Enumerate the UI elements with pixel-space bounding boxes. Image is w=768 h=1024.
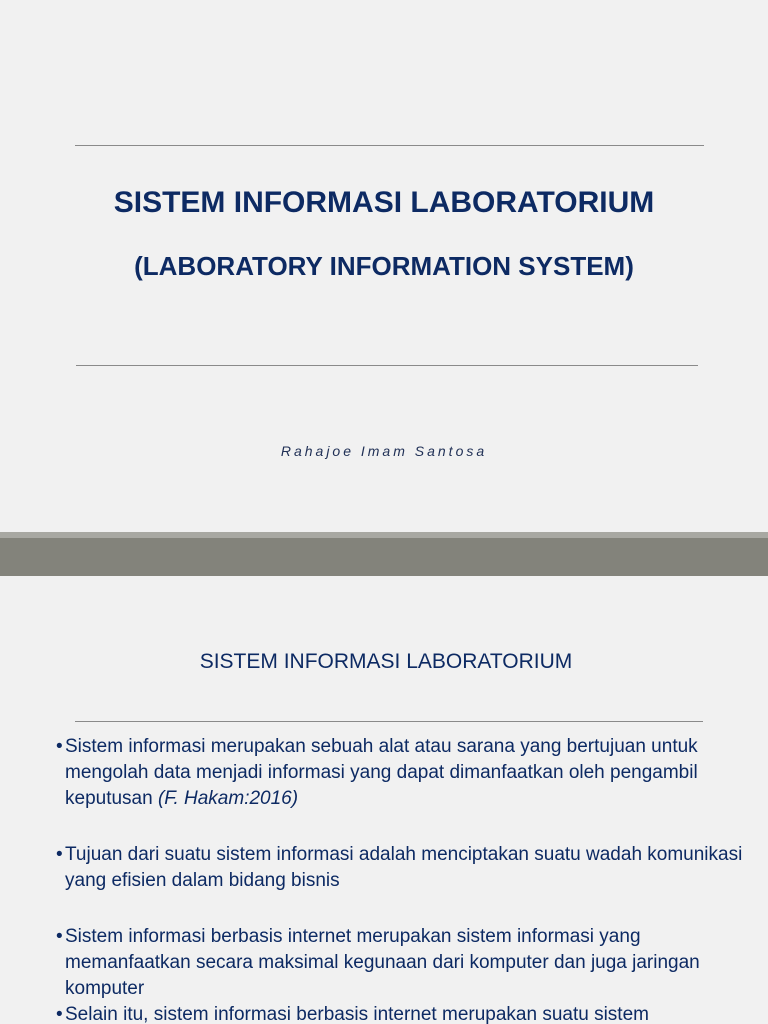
bullet-item xyxy=(56,734,756,812)
bullet-item xyxy=(56,924,756,1002)
bullet-marker: • xyxy=(56,1004,63,1024)
slide-title: SISTEM INFORMASI LABORATORIUM xyxy=(113,186,655,219)
bullet-marker: • xyxy=(56,736,63,757)
bullet-item xyxy=(56,1002,756,1024)
bullet-text: Sistem informasi merupakan sebuah alat atau sarana yang bertujuan untuk mengolah data menjadi informasi yang dapat dimanfaatkan oleh pengambil keputusan xyxy=(65,736,698,809)
bullet-text: Selain itu, sistem informasi berbasis internet merupakan suatu sistem xyxy=(65,1004,649,1024)
bullet-item xyxy=(56,842,756,894)
author-name: Rahajoe Imam Santosa xyxy=(280,443,488,459)
top-rule xyxy=(75,145,704,146)
bullet-list xyxy=(56,734,756,1024)
bullet-citation: (F. Hakam:2016) xyxy=(157,788,299,809)
bullet-text: Sistem informasi berbasis internet merupakan sistem informasi yang memanfaatkan secara maksimal kegunaan dari komputer dan juga jaringan komputer xyxy=(65,926,700,999)
bullet-marker: • xyxy=(56,844,63,865)
content-slide-title: SISTEM INFORMASI LABORATORIUM xyxy=(199,650,573,673)
bullet-marker: • xyxy=(56,926,63,947)
content-title-rule xyxy=(75,721,703,722)
content-slide xyxy=(0,576,768,1024)
slide-subtitle: (LABORATORY INFORMATION SYSTEM) xyxy=(134,251,634,281)
bullet-text: Tujuan dari suatu sistem informasi adalah menciptakan suatu wadah komunikasi yang efisien dalam bidang bisnis xyxy=(65,844,743,891)
slide-separator xyxy=(0,532,768,576)
bottom-rule xyxy=(76,365,698,366)
